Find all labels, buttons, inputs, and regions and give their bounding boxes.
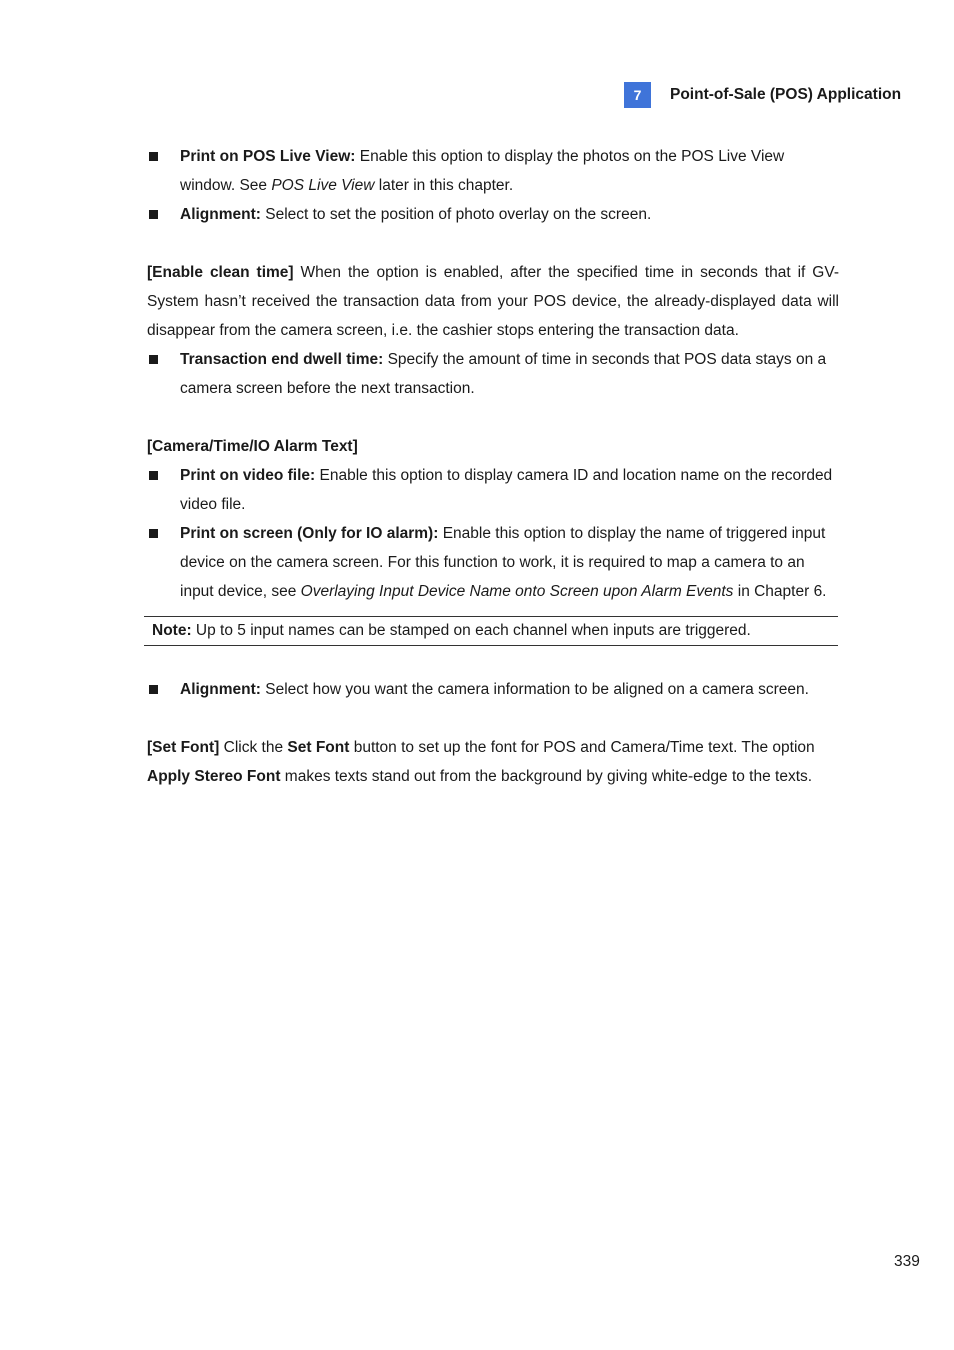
bullet-text: Specify the amount of time in seconds that POS data stays on a camera screen before the next transaction. <box>180 351 827 397</box>
paragraph-text: When the option is enabled, after the specified time in seconds that if GV-System hasn’t received the transaction data from your POS device, the already-displayed data will disappear from the camera screen, i.e. the cashier stops entering the transaction data. <box>147 264 839 339</box>
bullet-transaction-end-dwell-time <box>147 345 839 403</box>
paragraph-text: Click the <box>219 739 288 756</box>
note-text: Up to 5 input names can be stamped on each channel when inputs are triggered. <box>191 622 751 639</box>
cross-reference: POS Live View <box>271 177 375 194</box>
bullet-print-on-screen <box>147 519 839 606</box>
bullet-text: Enable this option to display the name of triggered input device on the camera screen. For this function to work, it is required to map a camera to an input device, see <box>180 525 826 600</box>
note-label: Note: <box>152 622 192 639</box>
paragraph-text: button to set up the font for POS and Camera/Time text. The option <box>349 739 815 756</box>
page-content <box>147 142 839 791</box>
bullet-label: Alignment: <box>180 681 261 698</box>
bullet-text: Select how you want the camera information to be aligned on a camera screen. <box>260 681 809 698</box>
bullet-text: in Chapter 6. <box>733 583 827 600</box>
bullet-label: Print on screen (Only for IO alarm): <box>180 525 439 542</box>
bullet-label: Transaction end dwell time: <box>180 351 384 368</box>
bullet-text: Select to set the position of photo overlay on the screen. <box>260 206 652 223</box>
bullet-label: Alignment: <box>180 206 261 223</box>
bullet-text: Enable this option to display camera ID and location name on the recorded video file. <box>180 467 833 513</box>
section-label: [Set Font] <box>147 739 220 756</box>
section-heading-camera-time-io <box>147 432 839 461</box>
bullet-text: Enable this option to display the photos on the POS Live View window. See <box>180 148 785 194</box>
bullet-label: Print on video file: <box>180 467 316 484</box>
bullet-alignment-photo <box>147 200 839 229</box>
paragraph-enable-clean-time <box>147 258 839 345</box>
bullet-label: Print on POS Live View: <box>180 148 356 165</box>
bullet-print-on-pos-live-view <box>147 142 839 200</box>
chapter-title: Point-of-Sale (POS) Application <box>670 86 902 103</box>
bullet-text: later in this chapter. <box>374 177 514 194</box>
note-box <box>144 616 838 646</box>
paragraph-text: makes texts stand out from the background by giving white-edge to the texts. <box>280 768 813 785</box>
chapter-number-badge: 7 <box>624 82 651 108</box>
paragraph-set-font <box>147 733 839 791</box>
cross-reference: Overlaying Input Device Name onto Screen upon Alarm Events <box>300 583 734 600</box>
button-name-ref: Set Font <box>287 739 350 756</box>
heading-text: [Camera/Time/IO Alarm Text] <box>147 438 358 455</box>
option-name-ref: Apply Stereo Font <box>147 768 281 785</box>
section-label: [Enable clean time] <box>147 264 294 281</box>
bullet-alignment-camera-info <box>147 675 839 704</box>
bullet-print-on-video-file <box>147 461 839 519</box>
page-number: 339 <box>894 1253 920 1270</box>
